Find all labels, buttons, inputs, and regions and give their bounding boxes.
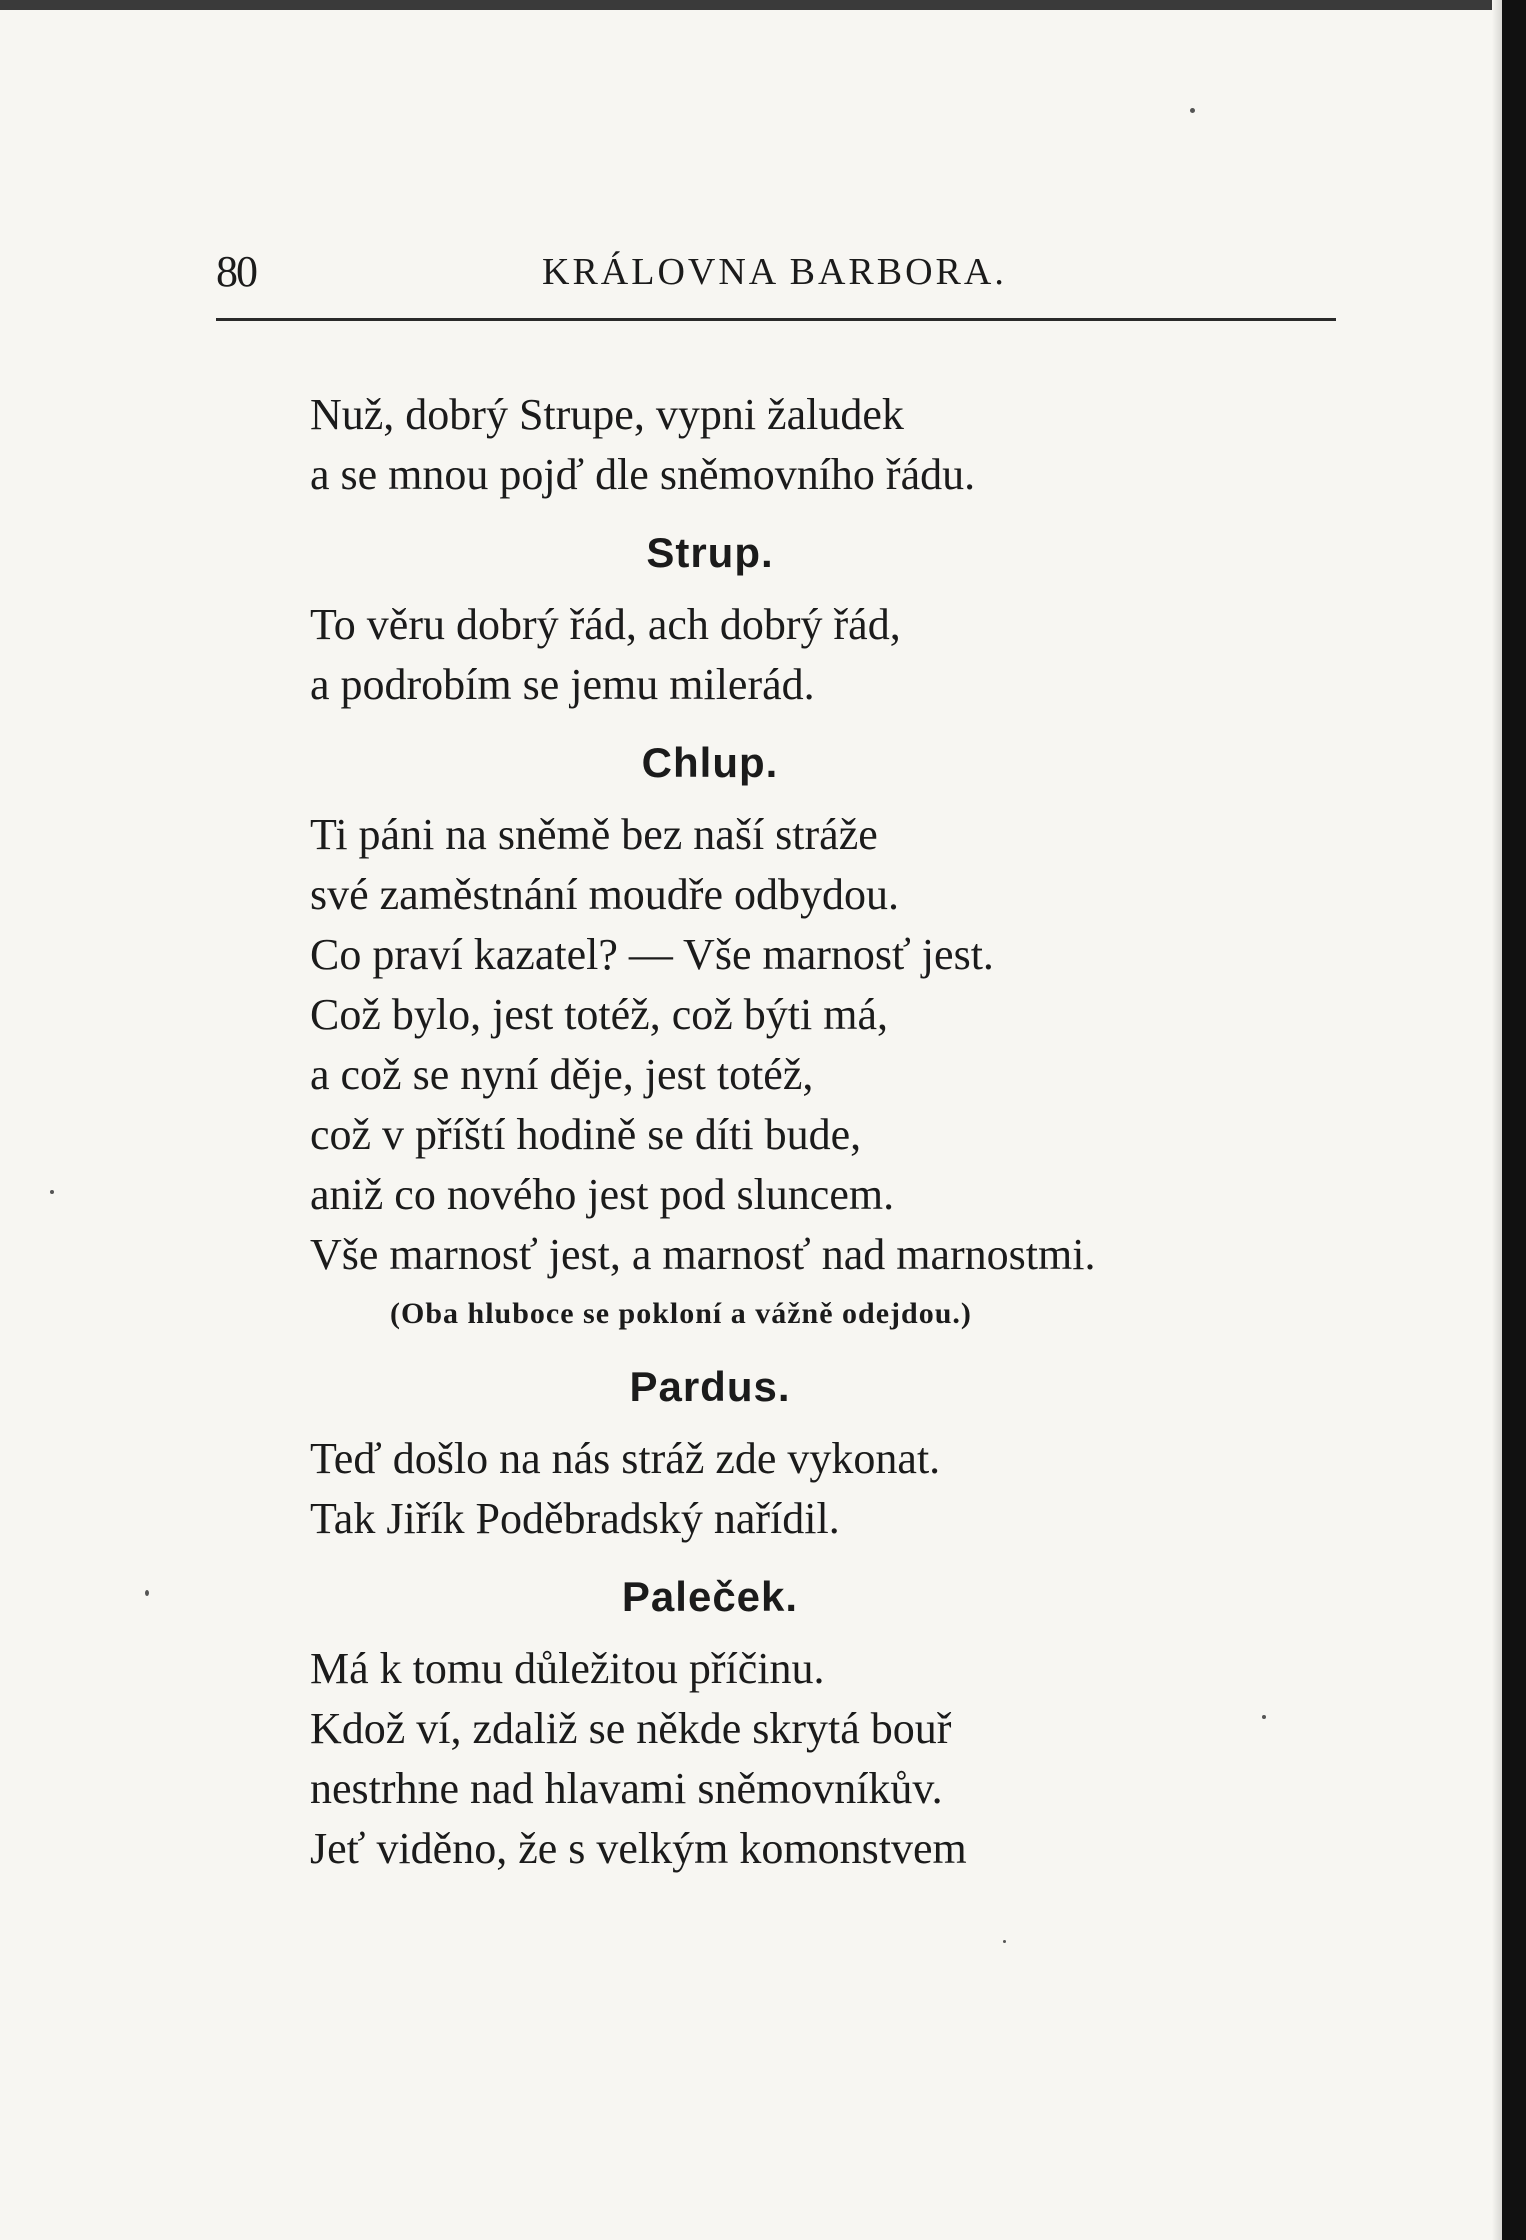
speaker-name: Paleček. xyxy=(621,1573,799,1620)
verse-line: To věru dobrý řád, ach dobrý řád, xyxy=(310,600,901,649)
verse-line: Ti páni na sněmě bez naší stráže xyxy=(310,810,878,859)
opening-lines xyxy=(310,385,1290,505)
scan-speck xyxy=(145,1590,149,1596)
speaker-name: Strup. xyxy=(646,529,774,576)
verse-line: Co praví kazatel? — Vše marnosť jest. xyxy=(310,930,994,979)
verse-line: a což se nyní děje, jest totéž, xyxy=(310,1050,814,1099)
speaker-name: Chlup. xyxy=(641,739,779,786)
scan-top-edge xyxy=(0,0,1526,10)
verse-line: a podrobím se jemu milerád. xyxy=(310,660,815,709)
verse-line: Jeť viděno, že s velkým komonstvem xyxy=(310,1824,967,1873)
verse-line: což v příští hodině se díti bude, xyxy=(310,1110,862,1159)
verse-line: své zaměstnání moudře odbydou. xyxy=(310,870,899,919)
scan-speck xyxy=(1190,108,1195,113)
scan-speck xyxy=(50,1190,54,1194)
speech-chlup xyxy=(310,733,1290,1339)
speech-strup xyxy=(310,523,1290,715)
verse-line: aniž co nového jest pod sluncem. xyxy=(310,1170,895,1219)
running-title: KRÁLOVNA BARBORA. xyxy=(542,251,1007,293)
header-rule xyxy=(216,318,1336,321)
speech-pardus xyxy=(310,1357,1290,1549)
page-body xyxy=(310,385,1290,1879)
verse-line: Teď došlo na nás stráž zde vykonat. xyxy=(310,1434,941,1483)
stage-direction: (Oba hluboce se pokloní a vážně odejdou.) xyxy=(390,1297,972,1330)
verse-line: Vše marnosť jest, a marnosť nad marnostmi. xyxy=(310,1230,1096,1279)
page-number: 80 xyxy=(216,247,256,296)
verse-line: Což bylo, jest totéž, což býti má, xyxy=(310,990,888,1039)
verse-line: Má k tomu důležitou příčinu. xyxy=(310,1644,825,1693)
page-gutter-shadow xyxy=(1492,0,1502,2240)
verse-line: Nuž, dobrý Strupe, vypni žaludek xyxy=(310,390,904,439)
scan-speck xyxy=(1003,1940,1006,1943)
page-header xyxy=(216,246,1336,316)
verse-line: nestrhne nad hlavami sněmovníkův. xyxy=(310,1764,943,1813)
verse-line: Kdož ví, zdaliž se někde skrytá bouř xyxy=(310,1704,952,1753)
scan-right-edge xyxy=(1502,0,1526,2240)
speaker-name: Pardus. xyxy=(629,1363,791,1410)
speech-palecek xyxy=(310,1567,1290,1879)
verse-line: Tak Jiřík Poděbradský nařídil. xyxy=(310,1494,840,1543)
verse-line: a se mnou pojď dle sněmovního řádu. xyxy=(310,450,976,499)
